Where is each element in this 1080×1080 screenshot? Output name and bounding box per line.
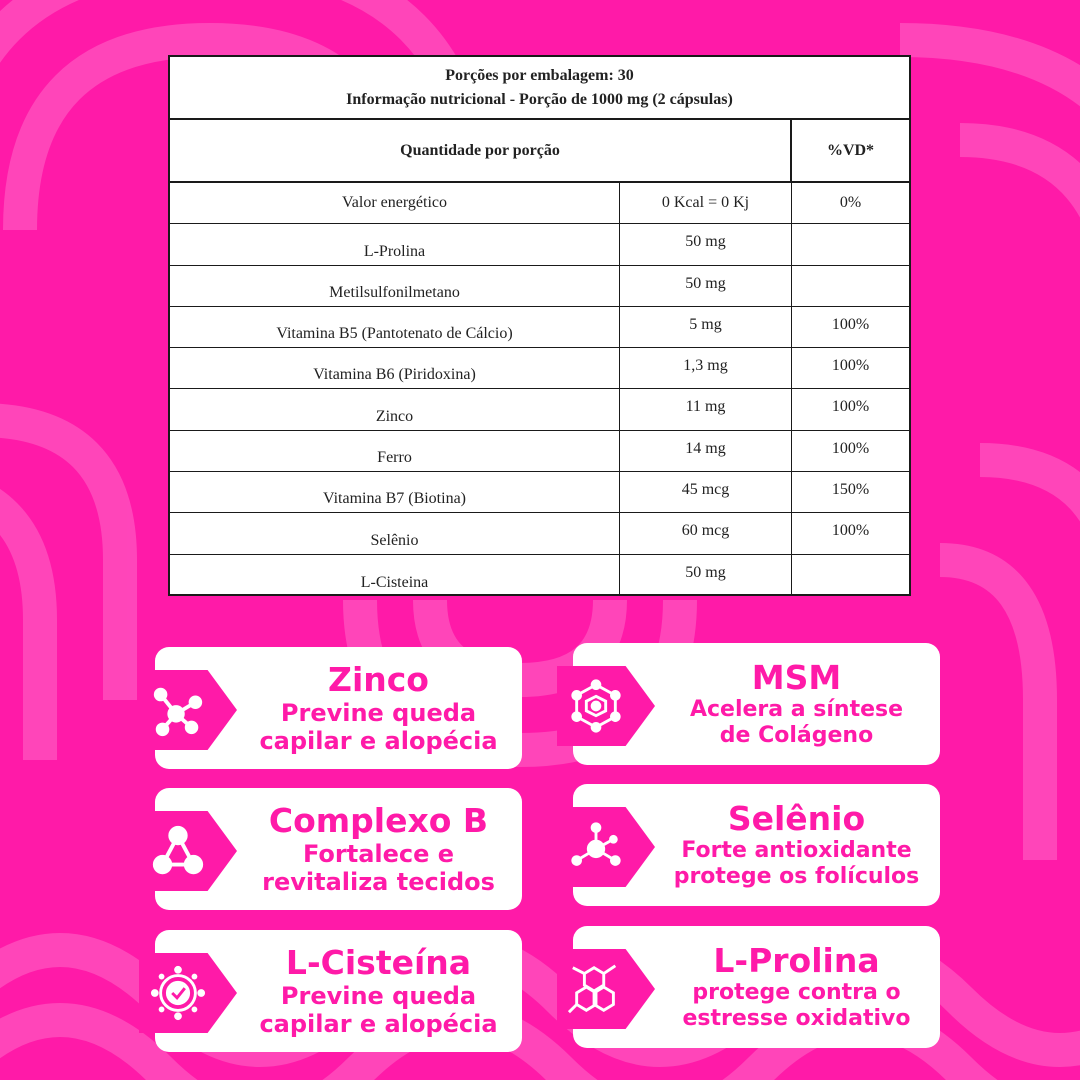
daily-value-header: %VD* [826,141,875,159]
hexagon-chain-icon [567,960,625,1018]
benefit-icon-badge [557,807,655,887]
nutrition-table [168,55,911,596]
triangle-molecule-icon [149,822,207,880]
benefit-card-l-prolina [573,926,940,1048]
quantity-per-serving-header: Quantidade por porção [170,120,792,181]
nutrient-name: L-Prolina [170,224,620,264]
molecule-lattice-icon [567,677,625,735]
nutrient-daily-value: 100% [831,522,870,540]
nutrient-name: Valor energético [170,183,620,223]
nutrient-name: Zinco [170,389,620,429]
nutrient-name: L-Cisteina [170,555,620,596]
benefit-title: Zinco [328,660,429,699]
benefit-icon-badge [139,811,237,891]
nutrient-amount: 1,3 mg [620,348,792,388]
nutrient-daily-value [792,555,909,596]
nutrition-info-line: Informação nutricional - Porção de 1000 mg (2 cápsulas) [346,90,733,108]
nutrition-table-header [170,57,909,120]
nutrient-name: Selênio [170,513,620,553]
nutrient-daily-value: 100% [831,357,870,375]
benefit-line-1: Previne queda [280,699,477,727]
table-row [170,348,909,389]
nutrient-daily-value: 100% [831,398,870,416]
benefit-title: Selênio [727,799,866,838]
benefit-card-complexo-b [155,788,522,910]
table-row [170,224,909,265]
benefit-line-2: capilar e alopécia [259,1010,498,1038]
benefit-card-l-cisteina [155,930,522,1052]
nutrient-amount: 5 mg [620,307,792,347]
nutrient-daily-value [792,266,909,306]
benefit-line-2: protege os folículos [673,864,920,889]
benefit-icon-badge [139,953,237,1033]
nutrient-amount: 50 mg [620,555,792,596]
benefit-card-selenio [573,784,940,906]
table-row [170,266,909,307]
benefit-line-2: revitaliza tecidos [262,868,495,896]
benefit-icon-badge [139,670,237,750]
benefit-title: Complexo B [268,801,489,840]
benefit-line-1: Previne queda [280,982,477,1010]
table-row [170,389,909,430]
nutrient-name: Ferro [170,431,620,471]
table-row [170,472,909,513]
nutrient-name: Vitamina B7 (Biotina) [170,472,620,512]
benefit-icon-badge [557,949,655,1029]
nutrient-amount: 0 Kcal = 0 Kj [620,183,792,223]
nutrient-daily-value: 100% [831,439,870,457]
nutrient-daily-value: 100% [831,315,870,333]
network-icon [149,681,207,739]
benefit-title: L-Cisteína [285,943,472,982]
table-row [170,431,909,472]
table-row [170,307,909,348]
nutrient-daily-value: 0% [839,194,862,212]
table-row [170,555,909,596]
benefit-title: L-Prolina [713,941,880,980]
benefit-line-1: Acelera a síntese [689,697,904,722]
benefit-line-1: protege contra o [692,980,901,1005]
benefit-icon-badge [557,666,655,746]
nutrient-daily-value: 150% [831,481,870,499]
nutrient-name: Vitamina B6 (Piridoxina) [170,348,620,388]
column-header-row [170,120,909,183]
benefit-line-1: Forte antioxidante [681,838,912,863]
benefit-card-msm [573,643,940,765]
shield-check-icon [149,964,207,1022]
benefit-title: MSM [751,658,842,697]
benefit-line-1: Fortalece e [302,840,455,868]
benefit-card-zinco [155,647,522,769]
benefit-line-2: de Colágeno [719,723,874,748]
benefit-line-2: capilar e alopécia [259,727,498,755]
table-row [170,513,909,554]
nutrient-amount: 14 mg [620,431,792,471]
nutrient-amount: 50 mg [620,266,792,306]
nutrient-amount: 45 mcg [620,472,792,512]
nutrient-name: Metilsulfonilmetano [170,266,620,306]
benefit-line-2: estresse oxidativo [682,1006,911,1031]
nutrient-amount: 50 mg [620,224,792,264]
atom-structure-icon [567,818,625,876]
nutrient-amount: 11 mg [620,389,792,429]
table-row [170,183,909,224]
nutrient-daily-value [792,224,909,264]
nutrient-amount: 60 mcg [620,513,792,553]
nutrient-name: Vitamina B5 (Pantotenato de Cálcio) [170,307,620,347]
servings-per-package: Porções por embalagem: 30 [445,66,634,84]
